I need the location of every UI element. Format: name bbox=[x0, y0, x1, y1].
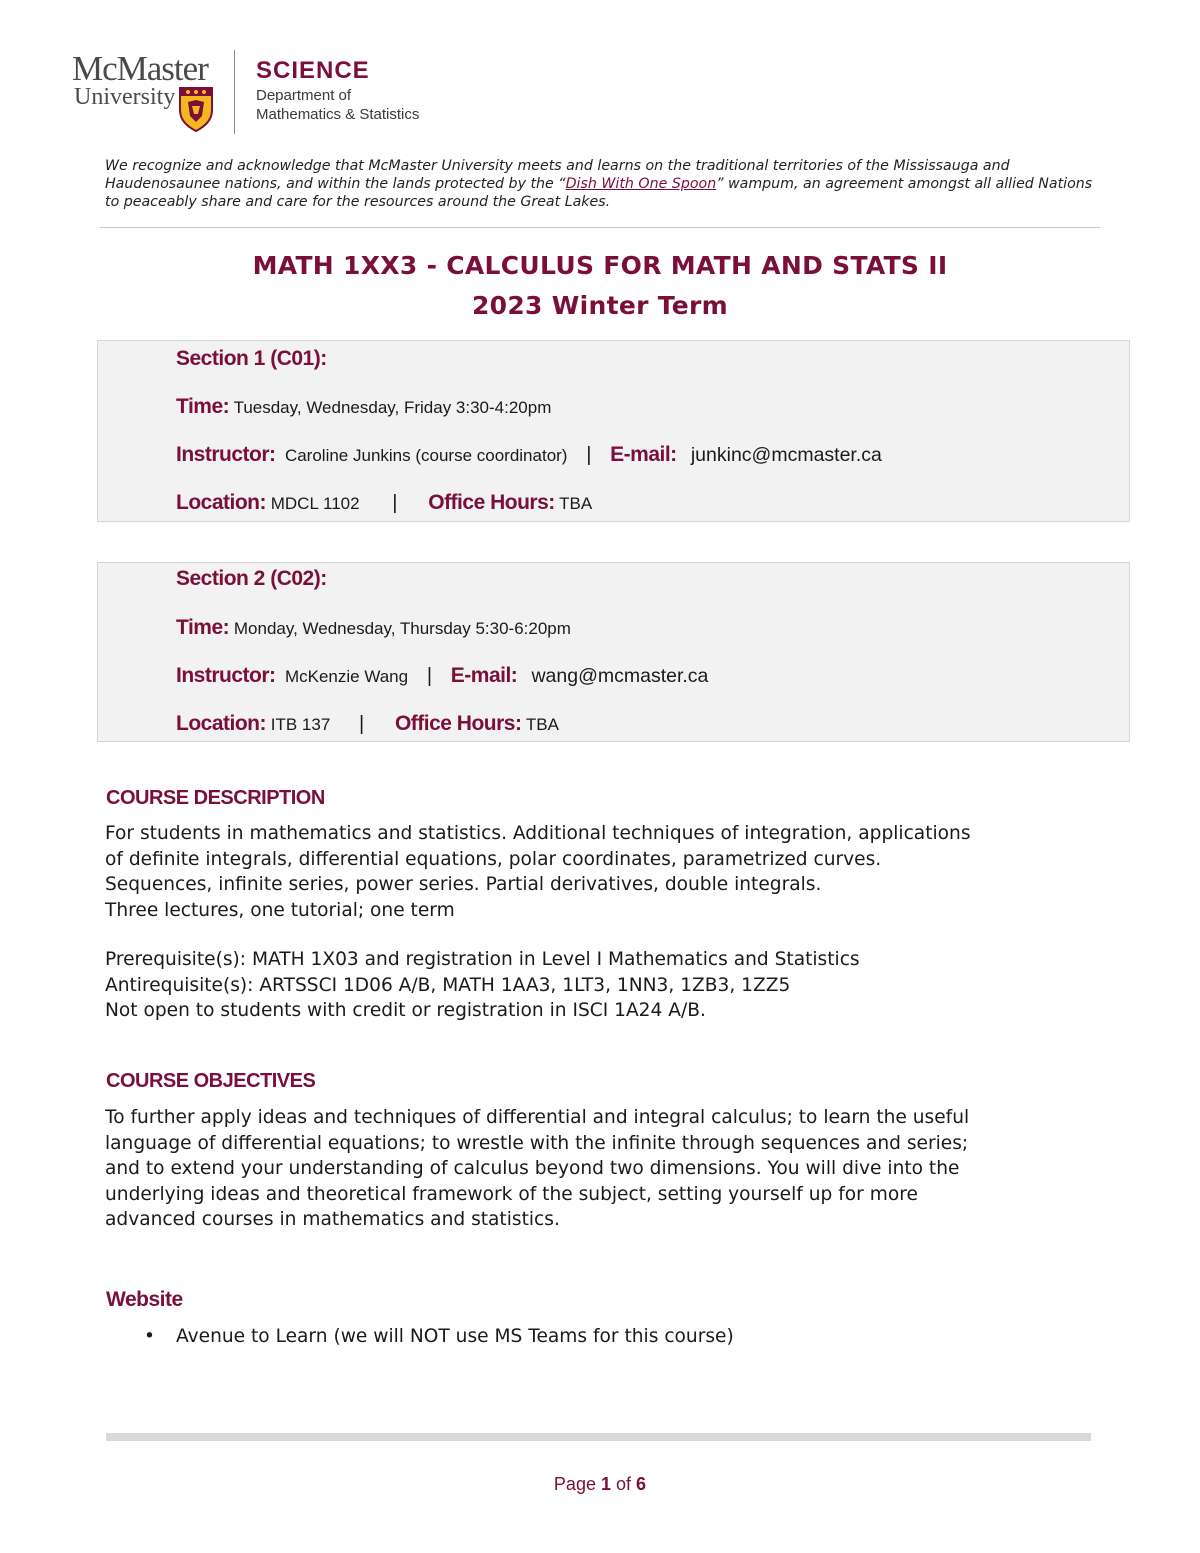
section-2-box bbox=[97, 562, 1130, 742]
time-value: Monday, Wednesday, Thursday 5:30-6:20pm bbox=[233, 619, 571, 638]
logo-divider bbox=[234, 50, 235, 134]
bullet-icon: • bbox=[144, 1326, 155, 1347]
list-item bbox=[116, 1324, 734, 1349]
office-hours-value: TBA bbox=[525, 715, 559, 734]
time-label: Time: bbox=[176, 395, 230, 418]
objectives-line: language of differential equations; to wrestle with the infinite through sequences and series; bbox=[105, 1132, 969, 1154]
of-word: of bbox=[616, 1474, 632, 1494]
description-line: For students in mathematics and statistics. Additional techniques of integration, applications bbox=[105, 823, 971, 844]
course-objectives-text bbox=[105, 1105, 1125, 1233]
time-label: Time: bbox=[176, 616, 230, 639]
course-description-heading: COURSE DESCRIPTION bbox=[106, 787, 325, 809]
current-page: 1 bbox=[600, 1474, 611, 1494]
section-2-time-line bbox=[176, 616, 571, 641]
course-requisites bbox=[105, 947, 1125, 1024]
section-1-heading-line bbox=[176, 347, 327, 372]
instructor-value: McKenzie Wang bbox=[284, 667, 409, 686]
course-title: MATH 1XX3 - CALCULUS FOR MATH AND STATS II bbox=[252, 251, 948, 280]
dish-with-one-spoon-link[interactable]: Dish With One Spoon bbox=[565, 176, 717, 192]
email-value[interactable]: wang@mcmaster.ca bbox=[531, 665, 709, 687]
description-line: Three lectures, one tutorial; one term bbox=[105, 899, 455, 921]
instructor-label: Instructor: bbox=[176, 664, 276, 687]
office-hours-value: TBA bbox=[559, 494, 593, 513]
location-value: MDCL 1102 bbox=[270, 494, 360, 513]
location-label: Location: bbox=[176, 712, 266, 735]
time-value: Tuesday, Wednesday, Friday 3:30-4:20pm bbox=[233, 398, 552, 417]
section-heading: Section 1 (C01): bbox=[176, 347, 327, 370]
website-heading: Website bbox=[106, 1288, 183, 1311]
course-term: 2023 Winter Term bbox=[471, 291, 729, 320]
separator: | bbox=[392, 492, 398, 514]
objectives-line: To further apply ideas and techniques of differential and integral calculus; to learn the useful bbox=[105, 1107, 970, 1128]
header-divider bbox=[100, 227, 1100, 228]
antirequisite-line: Antirequisite(s): ARTSSCI 1D06 A/B, MATH 1AA3, 1LT3, 1NN3, 1ZB3, 1ZZ5 bbox=[105, 974, 791, 996]
ack-text-before: We recognize and acknowledge that McMaster University meets and learns on the traditional territories of the Mississauga and Haudenosaunee nations, and within the lands protected by the “ bbox=[105, 158, 1010, 192]
email-label: E-mail: bbox=[450, 664, 518, 687]
office-hours-label: Office Hours: bbox=[428, 491, 555, 514]
separator: | bbox=[359, 713, 365, 735]
page-word: Page bbox=[553, 1474, 596, 1494]
description-line: Sequences, infinite series, power series. Partial derivatives, double integrals. bbox=[105, 874, 822, 895]
logo-department-line2: Mathematics & Statistics bbox=[256, 106, 420, 123]
total-pages: 6 bbox=[636, 1474, 647, 1494]
section-1-location-line bbox=[176, 491, 592, 516]
section-2-heading-line bbox=[176, 567, 327, 592]
restriction-line: Not open to students with credit or registration in ISCI 1A24 A/B. bbox=[105, 1000, 706, 1021]
objectives-line: advanced courses in mathematics and statistics. bbox=[105, 1209, 560, 1230]
separator: | bbox=[586, 444, 592, 466]
prerequisite-line: Prerequisite(s): MATH 1X03 and registration in Level I Mathematics and Statistics bbox=[105, 949, 860, 970]
section-1-time-line bbox=[176, 395, 551, 420]
logo-faculty: SCIENCE bbox=[256, 57, 370, 84]
section-heading: Section 2 (C02): bbox=[176, 567, 327, 590]
land-acknowledgement bbox=[105, 157, 1105, 211]
section-1-instructor-line bbox=[176, 443, 882, 468]
office-hours-label: Office Hours: bbox=[394, 712, 522, 735]
website-list bbox=[116, 1324, 734, 1349]
course-description-text bbox=[105, 821, 1125, 923]
separator: | bbox=[426, 665, 433, 687]
email-label: E-mail: bbox=[610, 443, 677, 466]
footer-divider bbox=[106, 1433, 1091, 1441]
email-value[interactable]: junkinc@mcmaster.ca bbox=[690, 444, 882, 466]
description-line: of definite integrals, differential equations, polar coordinates, parametrized curves. bbox=[105, 848, 882, 870]
crest-icon bbox=[178, 86, 214, 132]
course-objectives-heading: COURSE OBJECTIVES bbox=[106, 1070, 316, 1092]
section-2-instructor-line bbox=[176, 664, 708, 689]
objectives-line: underlying ideas and theoretical framework of the subject, setting yourself up for more bbox=[105, 1183, 918, 1205]
instructor-value: Caroline Junkins (course coordinator) bbox=[284, 446, 568, 465]
logo-university-text: University bbox=[74, 84, 176, 110]
location-value: ITB 137 bbox=[270, 715, 331, 734]
page-number bbox=[0, 1474, 1200, 1495]
logo-mcmaster-text: McMaster bbox=[72, 49, 208, 88]
website-item-text: Avenue to Learn (we will NOT use MS Teams for this course) bbox=[176, 1326, 734, 1347]
ack-text-after: ” wampum, an agreement amongst all allied Nations to peaceably share and care for the resources around the Great Lakes. bbox=[105, 176, 1093, 210]
logo-department-line1: Department of bbox=[256, 87, 352, 104]
instructor-label: Instructor: bbox=[176, 443, 276, 466]
location-label: Location: bbox=[176, 491, 266, 514]
section-1-box bbox=[97, 340, 1130, 522]
mcmaster-science-logo bbox=[72, 50, 452, 140]
objectives-line: and to extend your understanding of calculus beyond two dimensions. You will dive into the bbox=[105, 1158, 960, 1179]
section-2-location-line bbox=[176, 712, 559, 737]
